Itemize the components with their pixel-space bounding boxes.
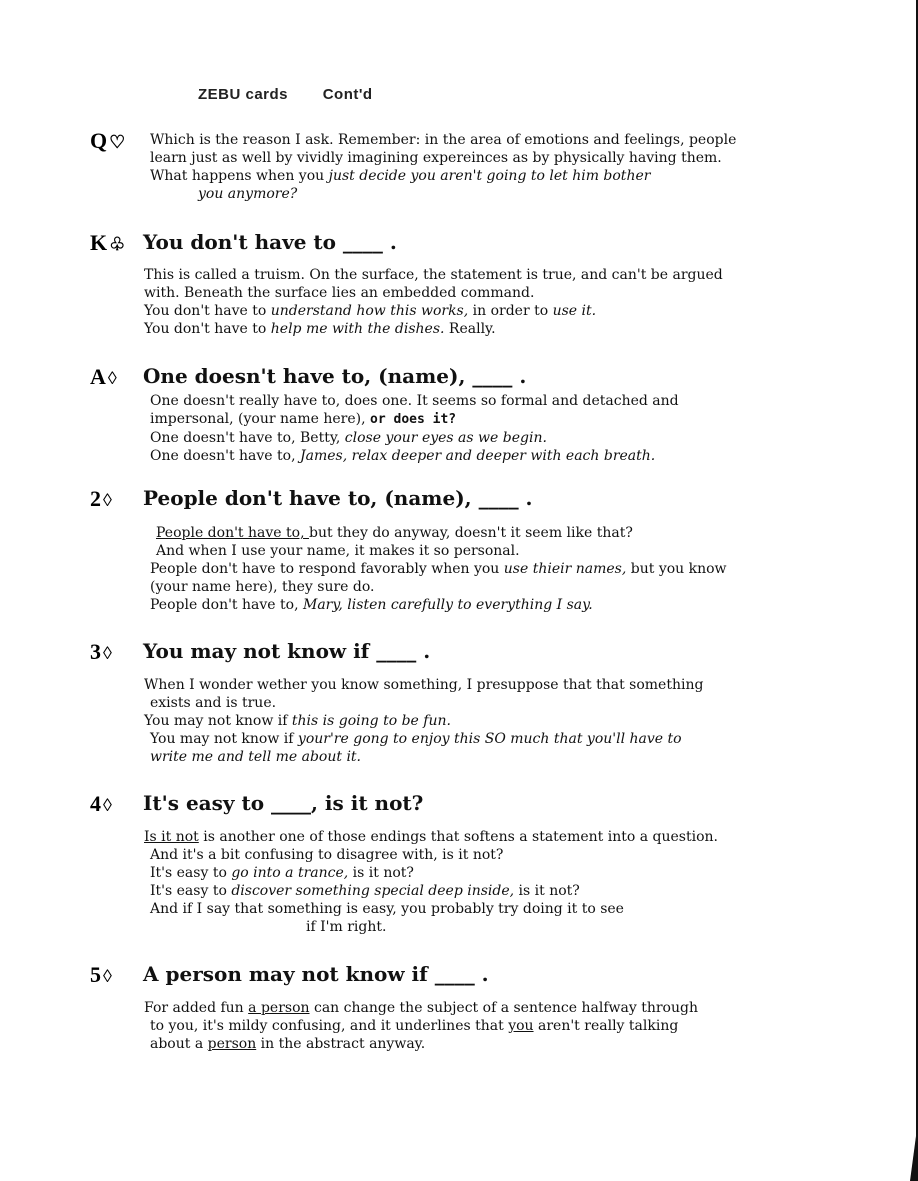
card-line: You don't have to understand how this works, in order to use it. <box>144 303 597 319</box>
card-line: One doesn't really have to, does one. It seems so formal and detached and <box>150 393 679 409</box>
card-line: One doesn't have to, Betty, close your eyes as we begin. <box>150 430 547 446</box>
card-title: A person may not know if ____ . <box>143 962 489 986</box>
club-icon: ♧ <box>109 234 126 254</box>
diamond-icon: ◊ <box>103 966 112 986</box>
card-line: (your name here), they sure do. <box>150 579 375 595</box>
card-line: You may not know if your're gong to enjoy this SO much that you'll have to <box>150 731 682 747</box>
heart-icon: ♡ <box>109 132 126 152</box>
card-line: When I wonder wether you know something, I presuppose that that something <box>144 677 704 693</box>
card-title: One doesn't have to, (name), ____ . <box>143 364 527 388</box>
card-line: You may not know if this is going to be fun. <box>144 713 451 729</box>
card-line: And it's a bit confusing to disagree with, is it not? <box>150 847 504 863</box>
diamond-icon: ◊ <box>103 643 112 663</box>
card-title: It's easy to ____, is it not? <box>143 791 424 815</box>
header-continued: Cont'd <box>322 86 373 103</box>
page-header <box>198 86 403 103</box>
card-index: 4 ◊ <box>90 791 112 816</box>
card-body <box>144 266 723 338</box>
card-index: 3 ◊ <box>90 639 112 664</box>
header-title: ZEBU cards <box>198 86 289 103</box>
card-line: Which is the reason I ask. Remember: in the area of emotions and feelings, people <box>150 132 737 148</box>
diamond-icon: ◊ <box>103 490 112 510</box>
card-line: You don't have to help me with the dishes. Really. <box>144 321 496 337</box>
card-body <box>144 828 718 936</box>
card-line: People don't have to, Mary, listen carefully to everything I say. <box>150 597 593 613</box>
card-title: You don't have to ____ . <box>143 230 397 254</box>
card-line: For added fun a person can change the subject of a sentence halfway through <box>144 1000 698 1016</box>
card-title: People don't have to, (name), ____ . <box>143 486 533 510</box>
card-body <box>150 524 727 614</box>
card-title: You may not know if ____ . <box>143 639 431 663</box>
card-line: People don't have to, but they do anyway, doesn't it seem like that? <box>156 525 633 541</box>
card-line: What happens when you just decide you aren't going to let him bother <box>150 168 651 184</box>
card-body <box>150 131 736 203</box>
page-corner-shadow <box>910 1121 918 1181</box>
card-line: One doesn't have to, James, relax deeper and deeper with each breath. <box>150 448 656 464</box>
card-line: exists and is true. <box>150 695 277 711</box>
card-line: learn just as well by vividly imagining expereinces as by physically having them. <box>150 150 722 166</box>
card-line: write me and tell me about it. <box>150 749 362 765</box>
card-line: And if I say that something is easy, you probably try doing it to see <box>150 901 624 917</box>
card-line: impersonal, (your name here), or does it? <box>150 411 457 427</box>
card-index: K ♧ <box>90 230 126 255</box>
diamond-icon: ◊ <box>107 368 117 388</box>
card-line: It's easy to go into a trance, is it not? <box>150 865 414 881</box>
card-line: It's easy to discover something special deep inside, is it not? <box>150 883 580 899</box>
card-line: This is called a truism. On the surface, the statement is true, and can't be argued <box>144 267 723 283</box>
card-line: if I'm right. <box>306 919 387 935</box>
card-index: Q ♡ <box>90 128 126 153</box>
diamond-icon: ◊ <box>103 795 112 815</box>
card-line: you anymore? <box>198 186 298 202</box>
card-body <box>150 392 679 465</box>
card-line: People don't have to respond favorably when you use thieir names, but you know <box>150 561 727 577</box>
card-body <box>144 676 703 766</box>
card-body <box>144 999 698 1053</box>
card-line: And when I use your name, it makes it so personal. <box>156 543 520 559</box>
card-line: with. Beneath the surface lies an embedded command. <box>144 285 535 301</box>
card-line: Is it not is another one of those endings that softens a statement into a question. <box>144 829 718 845</box>
card-index: 5 ◊ <box>90 962 112 987</box>
card-line: about a person in the abstract anyway. <box>150 1036 426 1052</box>
card-index: 2 ◊ <box>90 486 112 511</box>
card-index: A ◊ <box>90 364 117 389</box>
card-line: to you, it's mildy confusing, and it underlines that you aren't really talking <box>150 1018 679 1034</box>
